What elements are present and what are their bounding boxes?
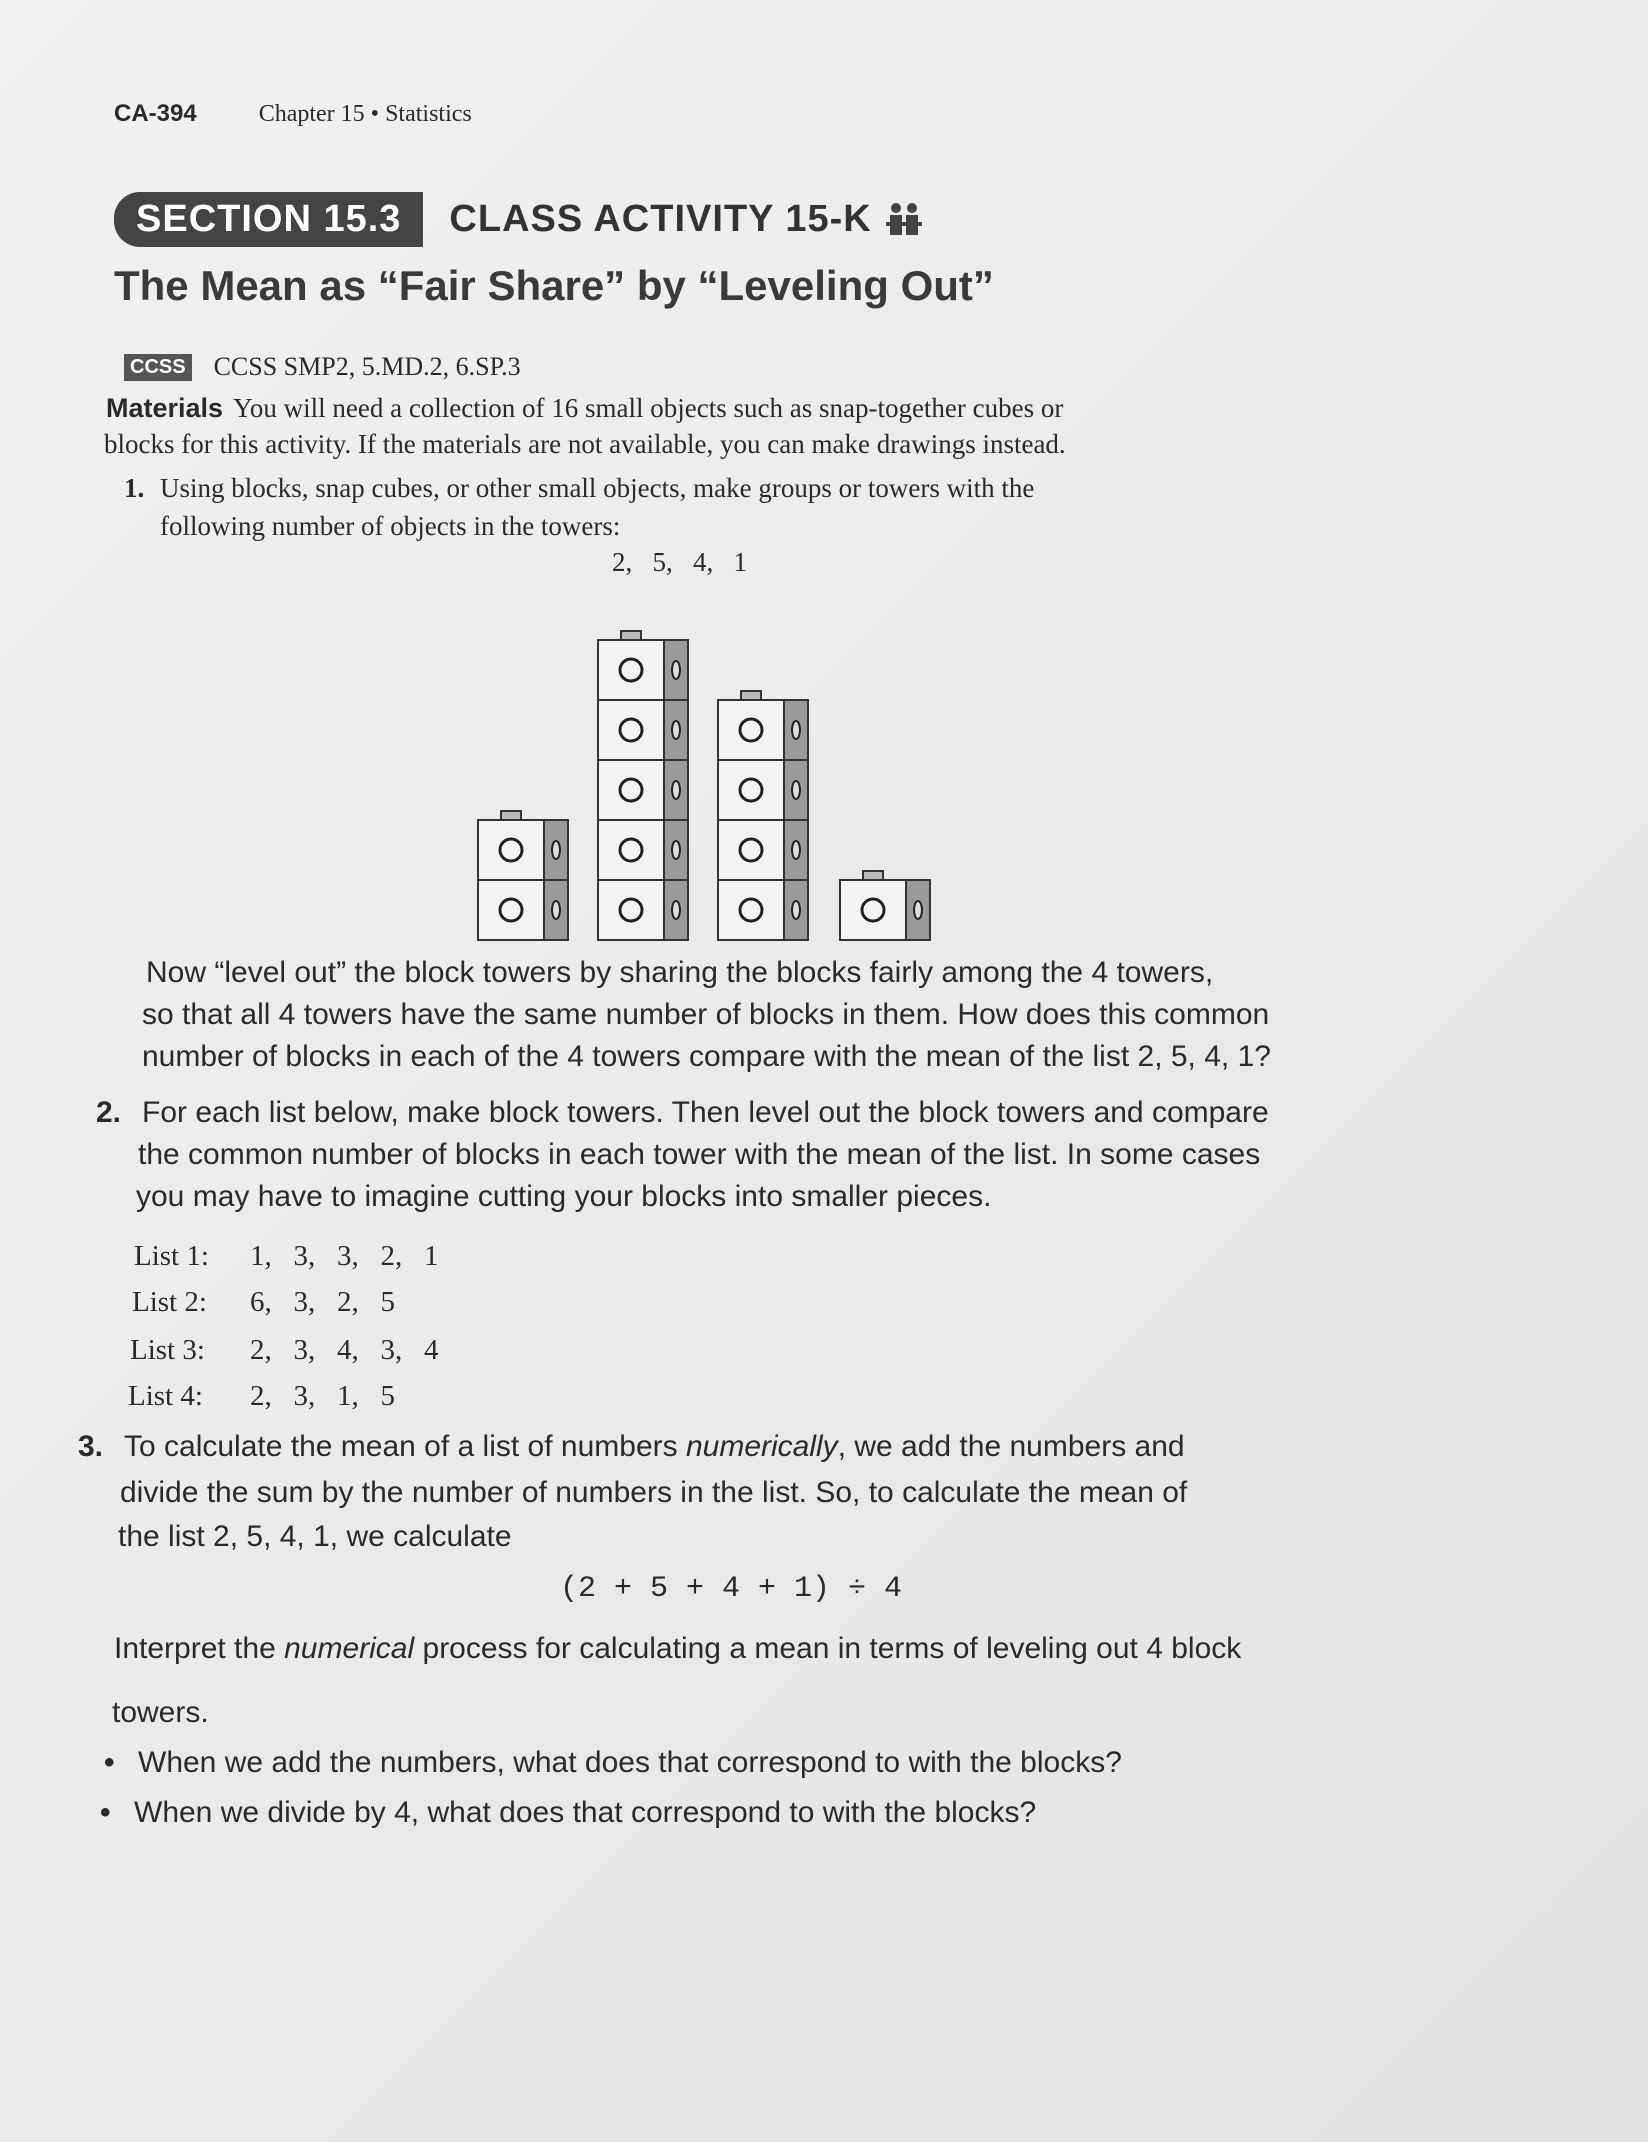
list-row-3 [130,1334,439,1367]
bullet-icon: • [100,1796,111,1829]
snap-cube [718,820,808,880]
activity-title: The Mean as “Fair Share” by “Leveling Out” [114,262,994,309]
q1-text-1: Using blocks, snap cubes, or other small objects, make groups or towers with the [160,473,1035,503]
q3-text-1a: To calculate the mean of a list of numbers [124,1430,686,1463]
q2-text-3: you may have to imagine cutting your blocks into smaller pieces. [136,1180,992,1213]
snap-cube [840,880,930,940]
list-label: List 1: [134,1240,209,1272]
list-values: 2, 3, 1, 5 [250,1380,395,1412]
q1-number: 1. [124,473,145,503]
snap-cube-tower [478,811,568,940]
q3-text-2: divide the sum by the number of numbers in the list. So, to calculate the mean of [120,1476,1188,1509]
list-row-1 [134,1240,439,1273]
activity-label: CLASS ACTIVITY 15-K [449,198,872,240]
q2-text-1: For each list below, make block towers. Then level out the block towers and compare [142,1096,1269,1129]
q3-emphasis: numerically [685,1430,838,1463]
snap-cube-knob [863,871,883,880]
snap-cube-knob [621,631,641,640]
bullet-text: When we divide by 4, what does that correspond to with the blocks? [134,1796,1037,1829]
interpret-text-a: Interpret the [114,1632,285,1665]
interpret-line-1 [114,1628,1241,1670]
q1-followup-2: so that all 4 towers have the same number of blocks in them. How does this common [142,998,1270,1031]
section-badge: SECTION 15.3 [114,192,423,247]
snap-cube [718,700,808,760]
q2-line-1 [96,1092,1269,1134]
q2-text-2: the common number of blocks in each tower with the mean of the list. In some cases [138,1138,1261,1171]
q3-text-1b: , we add the numbers and [837,1430,1185,1463]
bullet-item-1 [104,1746,1122,1780]
list-values: 2, 3, 4, 3, 4 [250,1334,439,1366]
list-label: List 2: [132,1286,207,1318]
snap-cube [598,640,688,700]
ccss-badge: CCSS [124,354,192,381]
page-code: CA-394 [114,100,197,127]
q2-number: 2. [96,1096,122,1129]
snap-cube-tower [598,631,688,940]
q3-text-3: the list 2, 5, 4, 1, we calculate [118,1520,512,1553]
interpret-line-2: towers. [112,1696,209,1729]
list-row-2 [132,1286,395,1319]
snap-cube [598,760,688,820]
q3-number: 3. [78,1430,104,1463]
list-label: List 3: [130,1334,205,1366]
snap-cube-tower [840,871,930,940]
snap-cube-knob [741,691,761,700]
materials-heading: Materials [106,393,224,423]
snap-cube [718,880,808,940]
snap-cube-tower [718,691,808,940]
q1-text-2: following number of objects in the towers: [160,511,621,541]
q3-line-1 [78,1426,1185,1468]
snap-cube [598,820,688,880]
bullet-item-2 [100,1796,1036,1830]
snap-cube [478,820,568,880]
list-values: 1, 3, 3, 2, 1 [250,1240,439,1272]
snap-cube-knob [501,811,521,820]
list-label: List 4: [128,1380,203,1412]
standards-text: CCSS SMP2, 5.MD.2, 6.SP.3 [213,352,521,381]
bullet-text: When we add the numbers, what does that correspond to with the blocks? [138,1746,1122,1779]
bullet-icon: • [104,1746,115,1779]
interpret-emphasis: numerical [284,1632,415,1665]
list-row-4 [128,1380,395,1413]
materials-line-2: blocks for this activity. If the materials are not available, you can make drawings instead. [104,429,1066,459]
snap-cube [598,880,688,940]
list-values: 6, 3, 2, 5 [250,1286,395,1318]
materials-text-1: You will need a collection of 16 small objects such as snap-together cubes or [233,393,1064,423]
q1-followup-3: number of blocks in each of the 4 towers compare with the mean of the list 2, 5, 4, 1? [142,1040,1271,1073]
snap-cube [718,760,808,820]
q1-followup-1: Now “level out” the block towers by sharing the blocks fairly among the 4 towers, [146,956,1214,989]
snap-cube [478,880,568,940]
chapter-title: Chapter 15 • Statistics [258,101,472,127]
interpret-text-b: process for calculating a mean in terms of leveling out 4 block [414,1632,1242,1665]
snap-cube [598,700,688,760]
mean-expression: (2 + 5 + 4 + 1) ÷ 4 [560,1572,903,1606]
q1-numbers: 2, 5, 4, 1 [612,547,747,577]
